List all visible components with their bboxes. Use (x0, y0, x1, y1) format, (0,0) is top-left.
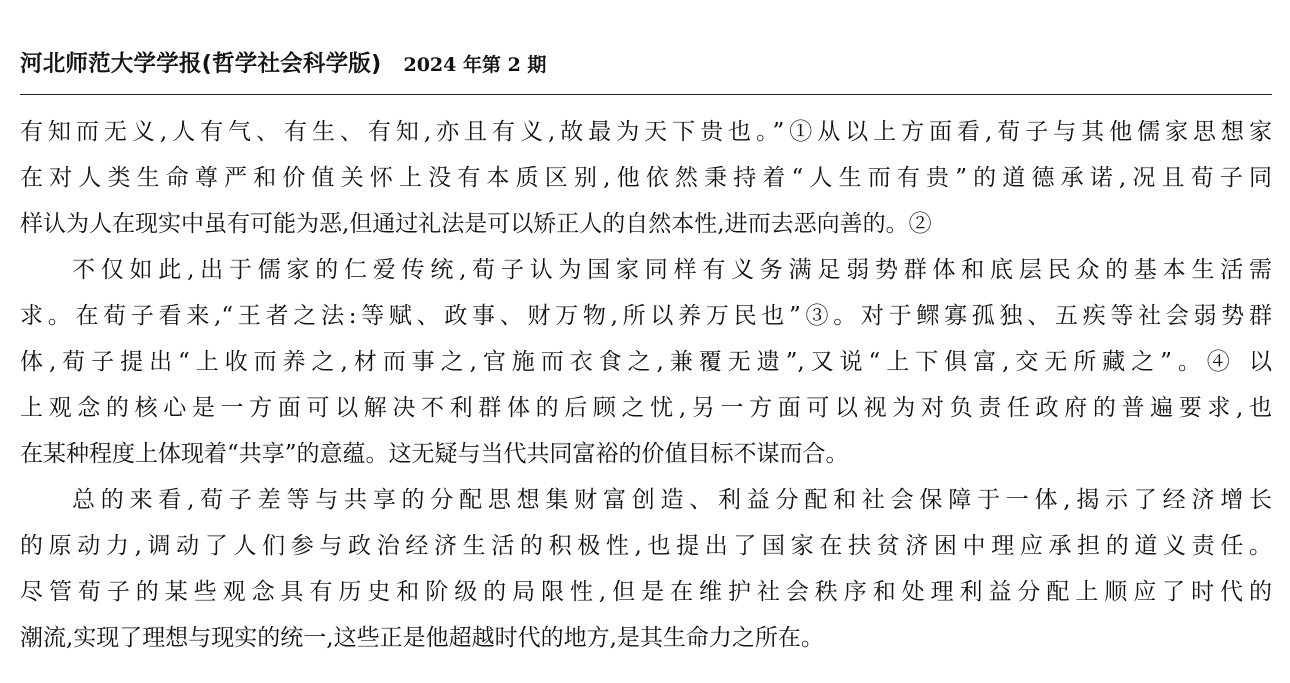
text-line: 在某种程度上体现着“共享”的意蕴。这无疑与当代共同富裕的价值目标不谋而合。 (20, 441, 849, 467)
text-line: 上观念的核心是一方面可以解决不利群体的后顾之忧,另一方面可以视为对负责任政府的普遍要求,也 (20, 395, 1272, 421)
paragraph-3 (20, 477, 1272, 661)
journal-page (20, 0, 1272, 683)
journal-title: 河北师范大学学报(哲学社会科学版) (20, 51, 382, 77)
text-line: 体,荀子提出“上收而养之,材而事之,官施而衣食之,兼覆无遗”,又说“上下俱富,交无所藏之”。④ 以 (20, 349, 1272, 375)
text-line: 样认为人在现实中虽有可能为恶,但通过礼法是可以矫正人的自然本性,进而去恶向善的。② (20, 211, 932, 237)
text-line: 总的来看,荀子差等与共享的分配思想集财富创造、利益分配和社会保障于一体,揭示了经济增长 (72, 487, 1272, 513)
running-head (20, 44, 546, 84)
header-rule (20, 94, 1272, 95)
text-line: 潮流,实现了理想与现实的统一,这些正是他超越时代的地方,是其生命力之所在。 (20, 625, 824, 651)
issue-number: 2024 年第 2 期 (403, 54, 547, 76)
text-line: 有知而无义,人有气、有生、有知,亦且有义,故最为天下贵也。”①从以上方面看,荀子与其他儒家思想家 (20, 119, 1272, 145)
text-line: 在对人类生命尊严和价值关怀上没有本质区别,他依然秉持着“人生而有贵”的道德承诺,况且荀子同 (20, 165, 1272, 191)
paragraph-1 (20, 109, 1272, 247)
text-line: 的原动力,调动了人们参与政治经济生活的积极性,也提出了国家在扶贫济困中理应承担的道义责任。 (20, 533, 1272, 559)
article-body (20, 109, 1272, 661)
text-line: 不仅如此,出于儒家的仁爱传统,荀子认为国家同样有义务满足弱势群体和底层民众的基本生活需 (72, 257, 1272, 283)
paragraph-2 (20, 247, 1272, 477)
text-line: 求。在荀子看来,“王者之法:等赋、政事、财万物,所以养万民也”③。对于鳏寡孤独、五疾等社会弱势群 (20, 303, 1272, 329)
text-line: 尽管荀子的某些观念具有历史和阶级的局限性,但是在维护社会秩序和处理利益分配上顺应了时代的 (20, 579, 1272, 605)
